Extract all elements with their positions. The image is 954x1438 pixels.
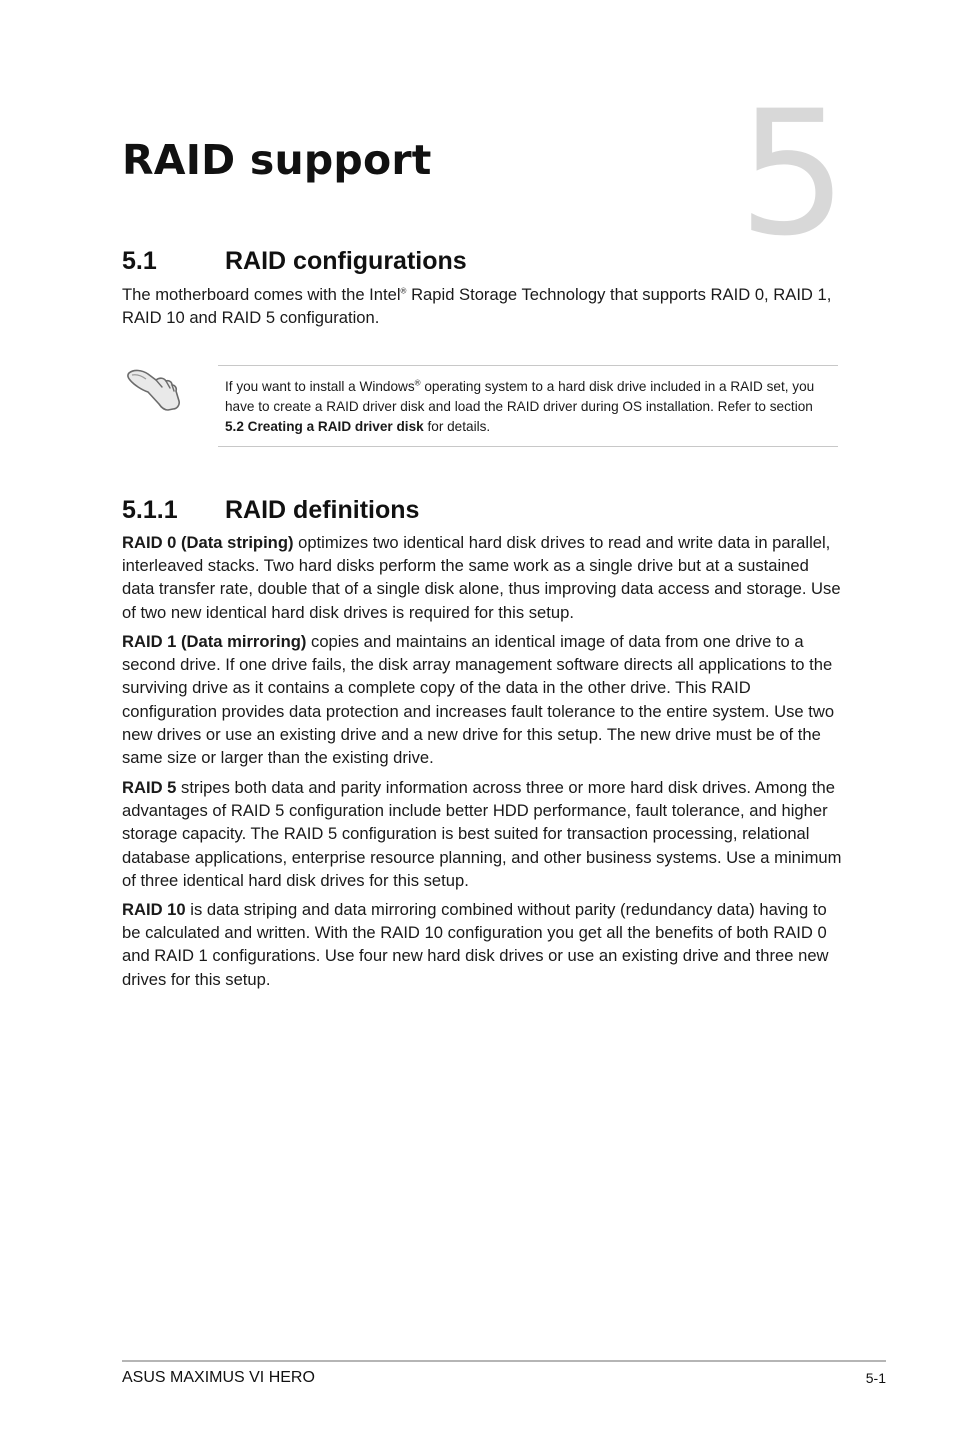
registered-mark: ® — [414, 378, 421, 388]
footer-product-name: ASUS MAXIMUS VI HERO — [122, 1369, 315, 1386]
definition-raid-10 — [122, 898, 842, 991]
definition-text: is data striping and data mirroring combined without parity (redundancy data) having to be calculated and written. With the RAID 10 configuration you get all the benefits of both RAID 0 and RAID 1 configurations. Use four new hard disk drives or use an existing drive and three new drives for this setup. — [122, 900, 829, 989]
definition-text: optimizes two identical hard disk drives to read and write data in parallel, interleaved stacks. Two hard disks perform the same work as a single drive but at a sustained data transfer rate, double that of a single disk alone, thus improving data access and storage. Use of two new identical hard disk drives is required for this setup. — [122, 533, 841, 622]
chapter-title: RAID support — [122, 136, 432, 184]
section-number: 5.1 — [122, 247, 157, 275]
note-section-reference: 5.2 Creating a RAID driver disk — [225, 419, 424, 434]
note-text-c: for details. — [423, 419, 491, 434]
section-heading-5-1 — [122, 249, 467, 274]
chapter-number: 5 — [738, 73, 848, 274]
definition-term: RAID 5 — [122, 778, 177, 797]
note-text-b: operating system to a hard disk drive included in a RAID set, you have to create a RAID driver disk and load the RAID driver during OS installation. Refer to section — [225, 379, 815, 414]
section-title: RAID definitions — [225, 496, 420, 524]
note-box — [218, 365, 838, 447]
definition-text: stripes both data and parity information across three or more hard disk drives. Among the advantages of RAID 5 configuration include better HDD performance, fault tolerance, and higher storage capacity. The RAID 5 configuration is best suited for transaction processing, relational database applications, enterprise resource planning, and other business systems. Use a minimum of three identical hard disk drives for this setup. — [122, 778, 842, 890]
registered-mark: ® — [400, 286, 407, 296]
definition-text: copies and maintains an identical image of data from one drive to a second drive. If one drive fails, the disk array management software directs all applications to the surviving drive as it contains a complete copy of the data in the other drive. This RAID configuration provides data protection and increases fault tolerance to the entire system. Use two new drives or use an existing drive and a new drive for this setup. The new drive must be of the same size or larger than the existing drive. — [122, 632, 835, 768]
definition-term: RAID 0 (Data striping) — [122, 533, 294, 552]
intro-text-b: Rapid Storage Technology that supports RAID 0, RAID 1, RAID 10 and RAID 5 configuration. — [122, 285, 832, 328]
definition-raid-1 — [122, 630, 842, 769]
section-number: 5.1.1 — [122, 496, 178, 524]
section-intro — [122, 283, 842, 329]
definition-raid-5 — [122, 776, 842, 892]
note-text — [225, 377, 833, 437]
definition-term: RAID 1 (Data mirroring) — [122, 632, 307, 651]
footer-divider — [122, 1360, 886, 1362]
pointing-hand-icon — [126, 365, 180, 411]
definition-raid-0 — [122, 531, 842, 624]
note-text-a: If you want to install a Windows — [225, 379, 415, 394]
section-heading-5-1-1 — [122, 498, 419, 523]
definition-term: RAID 10 — [122, 900, 186, 919]
section-title: RAID configurations — [225, 247, 467, 275]
footer-page-number: 5-1 — [865, 1370, 886, 1386]
intro-text-a: The motherboard comes with the Intel — [122, 285, 401, 304]
